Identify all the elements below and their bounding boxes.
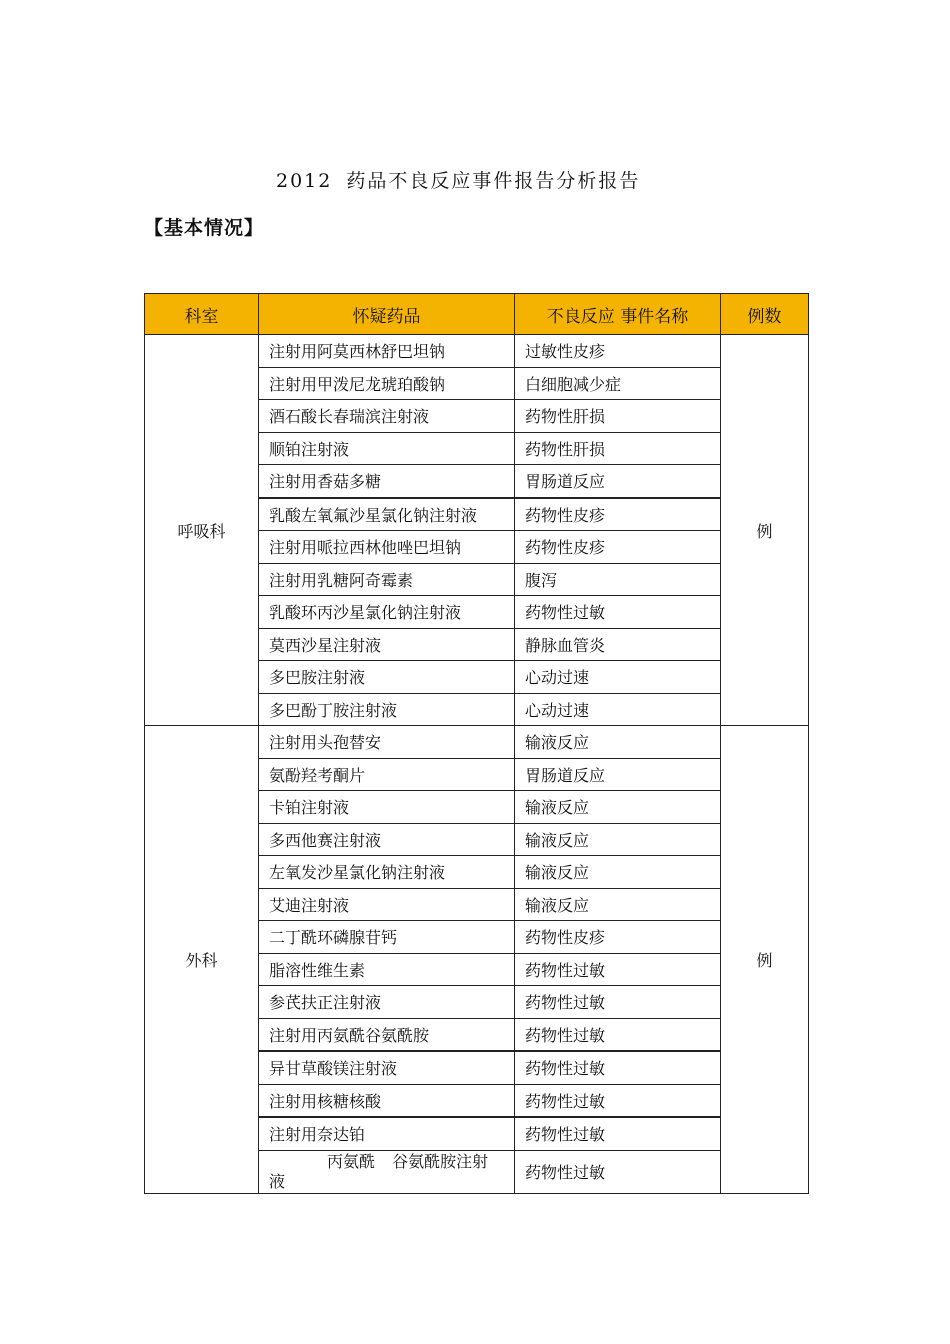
event-cell: 输液反应: [515, 856, 721, 889]
drug-cell: 艾迪注射液: [259, 888, 515, 921]
drug-cell: 注射用甲泼尼龙琥珀酸钠: [259, 367, 515, 400]
event-cell: 输液反应: [515, 726, 721, 759]
drug-cell-line-1: 丙氨酰 谷氨酰胺注射: [327, 1151, 489, 1171]
drug-cell-line-2: 液: [269, 1171, 286, 1191]
drug-cell: 多西他赛注射液: [259, 823, 515, 856]
section-heading: 【基本情况】: [144, 217, 265, 239]
event-cell: 药物性肝损: [515, 432, 721, 465]
department-cell: 外科: [145, 726, 259, 1194]
count-cell: 例: [721, 726, 809, 1194]
drug-cell: 注射用头孢替安: [259, 726, 515, 759]
table-row: [145, 335, 809, 368]
header-count: 例数: [721, 294, 809, 335]
event-cell: 心动过速: [515, 661, 721, 694]
title-text: 药品不良反应事件报告分析报告: [346, 170, 641, 192]
event-cell: 药物性过敏: [515, 1117, 721, 1150]
drug-cell: 脂溶性维生素: [259, 953, 515, 986]
drug-cell: 氨酚羟考酮片: [259, 758, 515, 791]
drug-cell: 注射用哌拉西林他唑巴坦钠: [259, 531, 515, 564]
drug-cell: 莫西沙星注射液: [259, 628, 515, 661]
event-cell: 药物性过敏: [515, 953, 721, 986]
drug-cell: 乳酸左氧氟沙星氯化钠注射液: [259, 498, 515, 531]
drug-cell: 注射用核糖核酸: [259, 1084, 515, 1117]
header-event: 不良反应 事件名称: [515, 294, 721, 335]
drug-cell: 左氧发沙星氯化钠注射液: [259, 856, 515, 889]
title-year: 2012: [276, 170, 333, 192]
drug-cell: [259, 1150, 515, 1193]
event-cell: 药物性皮疹: [515, 498, 721, 531]
event-cell: 输液反应: [515, 823, 721, 856]
event-cell: 药物性肝损: [515, 400, 721, 433]
table-row: [145, 726, 809, 759]
event-cell: 药物性过敏: [515, 986, 721, 1019]
event-cell: 心动过速: [515, 693, 721, 726]
adverse-reaction-table: [144, 293, 809, 1194]
drug-cell: 多巴酚丁胺注射液: [259, 693, 515, 726]
drug-cell: 注射用香菇多糖: [259, 465, 515, 498]
header-drug: 怀疑药品: [259, 294, 515, 335]
event-cell: 白细胞减少症: [515, 367, 721, 400]
drug-cell: 二丁酰环磷腺苷钙: [259, 921, 515, 954]
event-cell: 药物性过敏: [515, 1018, 721, 1051]
event-cell: 药物性过敏: [515, 1084, 721, 1117]
count-cell: 例: [721, 335, 809, 726]
event-cell: 输液反应: [515, 888, 721, 921]
event-cell: 药物性皮疹: [515, 531, 721, 564]
event-cell: 药物性过敏: [515, 1150, 721, 1193]
event-cell: 输液反应: [515, 791, 721, 824]
event-cell: 过敏性皮疹: [515, 335, 721, 368]
drug-cell: 顺铂注射液: [259, 432, 515, 465]
event-cell: 静脉血管炎: [515, 628, 721, 661]
table-header-row: [145, 294, 809, 335]
drug-cell: 注射用奈达铂: [259, 1117, 515, 1150]
drug-cell: 注射用乳糖阿奇霉素: [259, 563, 515, 596]
document-title: [276, 166, 640, 193]
event-cell: 胃肠道反应: [515, 465, 721, 498]
department-cell: 呼吸科: [145, 335, 259, 726]
event-cell: 药物性过敏: [515, 1051, 721, 1084]
drug-cell: 卡铂注射液: [259, 791, 515, 824]
drug-cell: 注射用阿莫西林舒巴坦钠: [259, 335, 515, 368]
header-department: 科室: [145, 294, 259, 335]
drug-cell: 参芪扶正注射液: [259, 986, 515, 1019]
drug-cell: 酒石酸长春瑞滨注射液: [259, 400, 515, 433]
event-cell: 药物性皮疹: [515, 921, 721, 954]
drug-cell: 乳酸环丙沙星氯化钠注射液: [259, 596, 515, 629]
event-cell: 胃肠道反应: [515, 758, 721, 791]
drug-cell: 异甘草酸镁注射液: [259, 1051, 515, 1084]
event-cell: 药物性过敏: [515, 596, 721, 629]
event-cell: 腹泻: [515, 563, 721, 596]
drug-cell: 注射用丙氨酰谷氨酰胺: [259, 1018, 515, 1051]
drug-cell: 多巴胺注射液: [259, 661, 515, 694]
